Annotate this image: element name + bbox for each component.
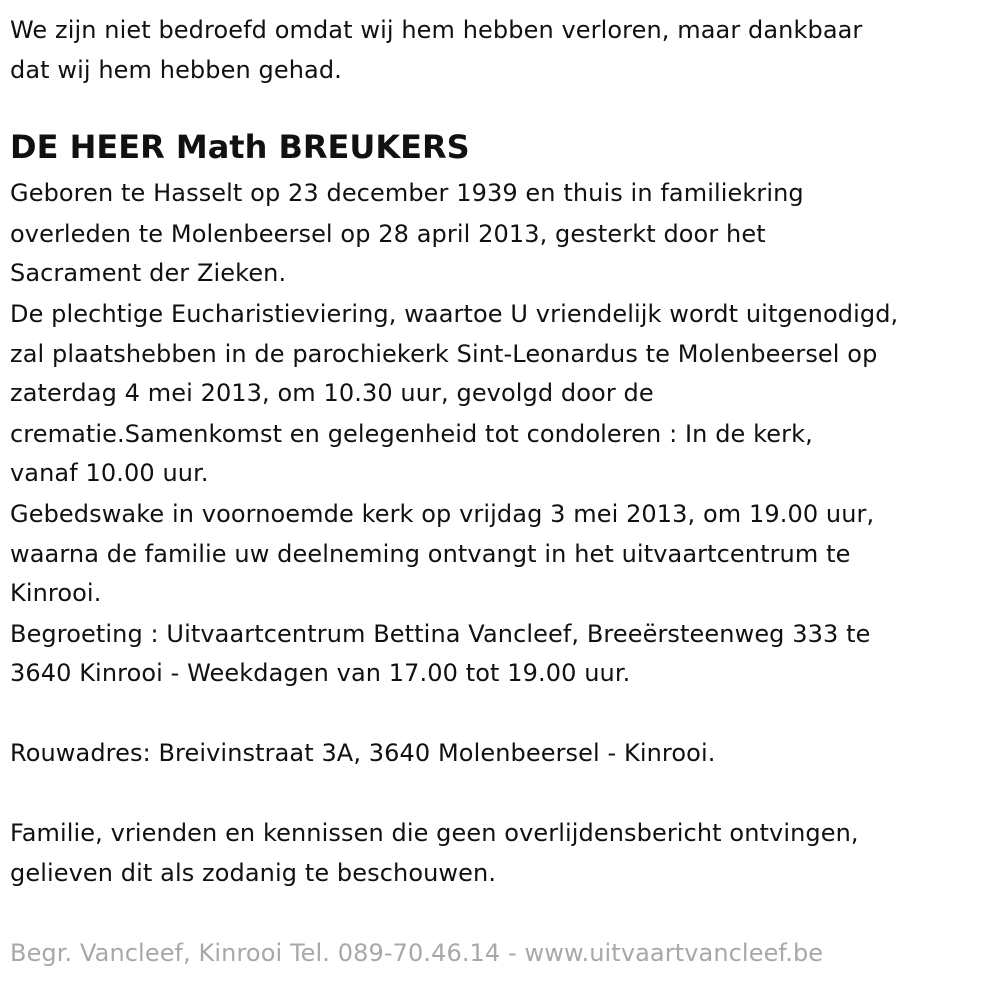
closing-line: Familie, vrienden en kennissen die geen overlijdensbericht ontvingen, [10,819,859,847]
mourning-address: Rouwadres: Breivinstraat 3A, 3640 Molenbeersel - Kinrooi. [10,739,716,767]
body-line: Kinrooi. [10,579,102,607]
body-line: Sacrament der Zieken. [10,259,287,287]
closing-line: gelieven dit als zodanig te beschouwen. [10,859,497,887]
body-line: Gebedswake in voornoemde kerk op vrijdag 3 mei 2013, om 19.00 uur, [10,500,875,528]
motto-line: We zijn niet bedroefd omdat wij hem hebben verloren, maar dankbaar [10,16,863,44]
body-line: Begroeting : Uitvaartcentrum Bettina Vancleef, Breeërsteenweg 333 te [10,620,871,648]
body-line: overleden te Molenbeersel op 28 april 2013, gesterkt door het [10,220,766,248]
body-line: zaterdag 4 mei 2013, om 10.30 uur, gevolgd door de [10,379,654,407]
body-line: vanaf 10.00 uur. [10,459,209,487]
body-line: zal plaatshebben in de parochiekerk Sint-Leonardus te Molenbeersel op [10,340,878,368]
motto-line: dat wij hem hebben gehad. [10,56,342,84]
deceased-name-title: DE HEER Math BREUKERS [10,128,470,166]
funeral-home-footer: Begr. Vancleef, Kinrooi Tel. 089-70.46.14 - www.uitvaartvancleef.be [10,939,824,967]
body-line: Geboren te Hasselt op 23 december 1939 en thuis in familiekring [10,179,804,207]
body-line: waarna de familie uw deelneming ontvangt in het uitvaartcentrum te [10,540,851,568]
body-line: De plechtige Eucharistieviering, waartoe U vriendelijk wordt uitgenodigd, [10,300,899,328]
body-line: crematie.Samenkomst en gelegenheid tot condoleren : In de kerk, [10,420,813,448]
body-line: 3640 Kinrooi - Weekdagen van 17.00 tot 19.00 uur. [10,659,631,687]
